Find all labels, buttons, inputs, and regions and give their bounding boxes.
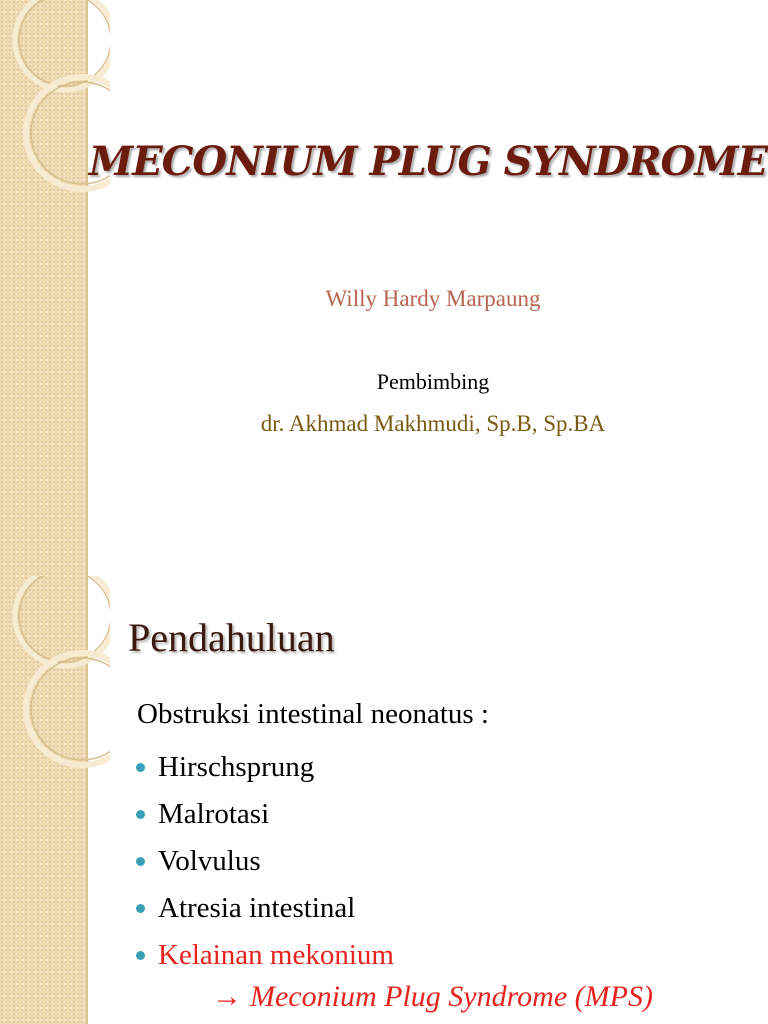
bullet-icon bbox=[136, 904, 145, 913]
list-item bbox=[136, 885, 394, 932]
conclusion-text: Meconium Plug Syndrome (MPS) bbox=[250, 980, 653, 1013]
bullet-list bbox=[136, 744, 394, 979]
bullet-icon bbox=[136, 857, 145, 866]
bullet-text: Volvulus bbox=[158, 845, 261, 877]
bullet-text: Malrotasi bbox=[158, 798, 270, 830]
list-item bbox=[136, 791, 394, 838]
bullet-text: Atresia intestinal bbox=[158, 892, 356, 924]
presentation-title: MECONIUM PLUG SYNDROME bbox=[88, 138, 768, 185]
bullet-icon bbox=[136, 951, 145, 960]
supervisor-name: dr. Akhmad Makhmudi, Sp.B, Sp.BA bbox=[260, 411, 606, 436]
decorative-rings-icon bbox=[0, 576, 110, 776]
slide-heading: Pendahuluan bbox=[128, 615, 335, 660]
supervisor-label: Pembimbing bbox=[376, 369, 490, 394]
conclusion-line bbox=[212, 980, 653, 1014]
right-arrow-icon: → bbox=[212, 980, 242, 1013]
author-name: Willy Hardy Marpaung bbox=[325, 286, 541, 311]
list-item-highlighted bbox=[136, 932, 394, 979]
content-slide bbox=[0, 576, 768, 1024]
bullet-text: Kelainan mekonium bbox=[158, 939, 394, 971]
bullet-text: Hirschsprung bbox=[158, 751, 315, 783]
intro-text: Obstruksi intestinal neonatus : bbox=[137, 698, 489, 730]
list-item bbox=[136, 838, 394, 885]
bullet-icon bbox=[136, 763, 145, 772]
list-item bbox=[136, 744, 394, 791]
bullet-icon bbox=[136, 810, 145, 819]
